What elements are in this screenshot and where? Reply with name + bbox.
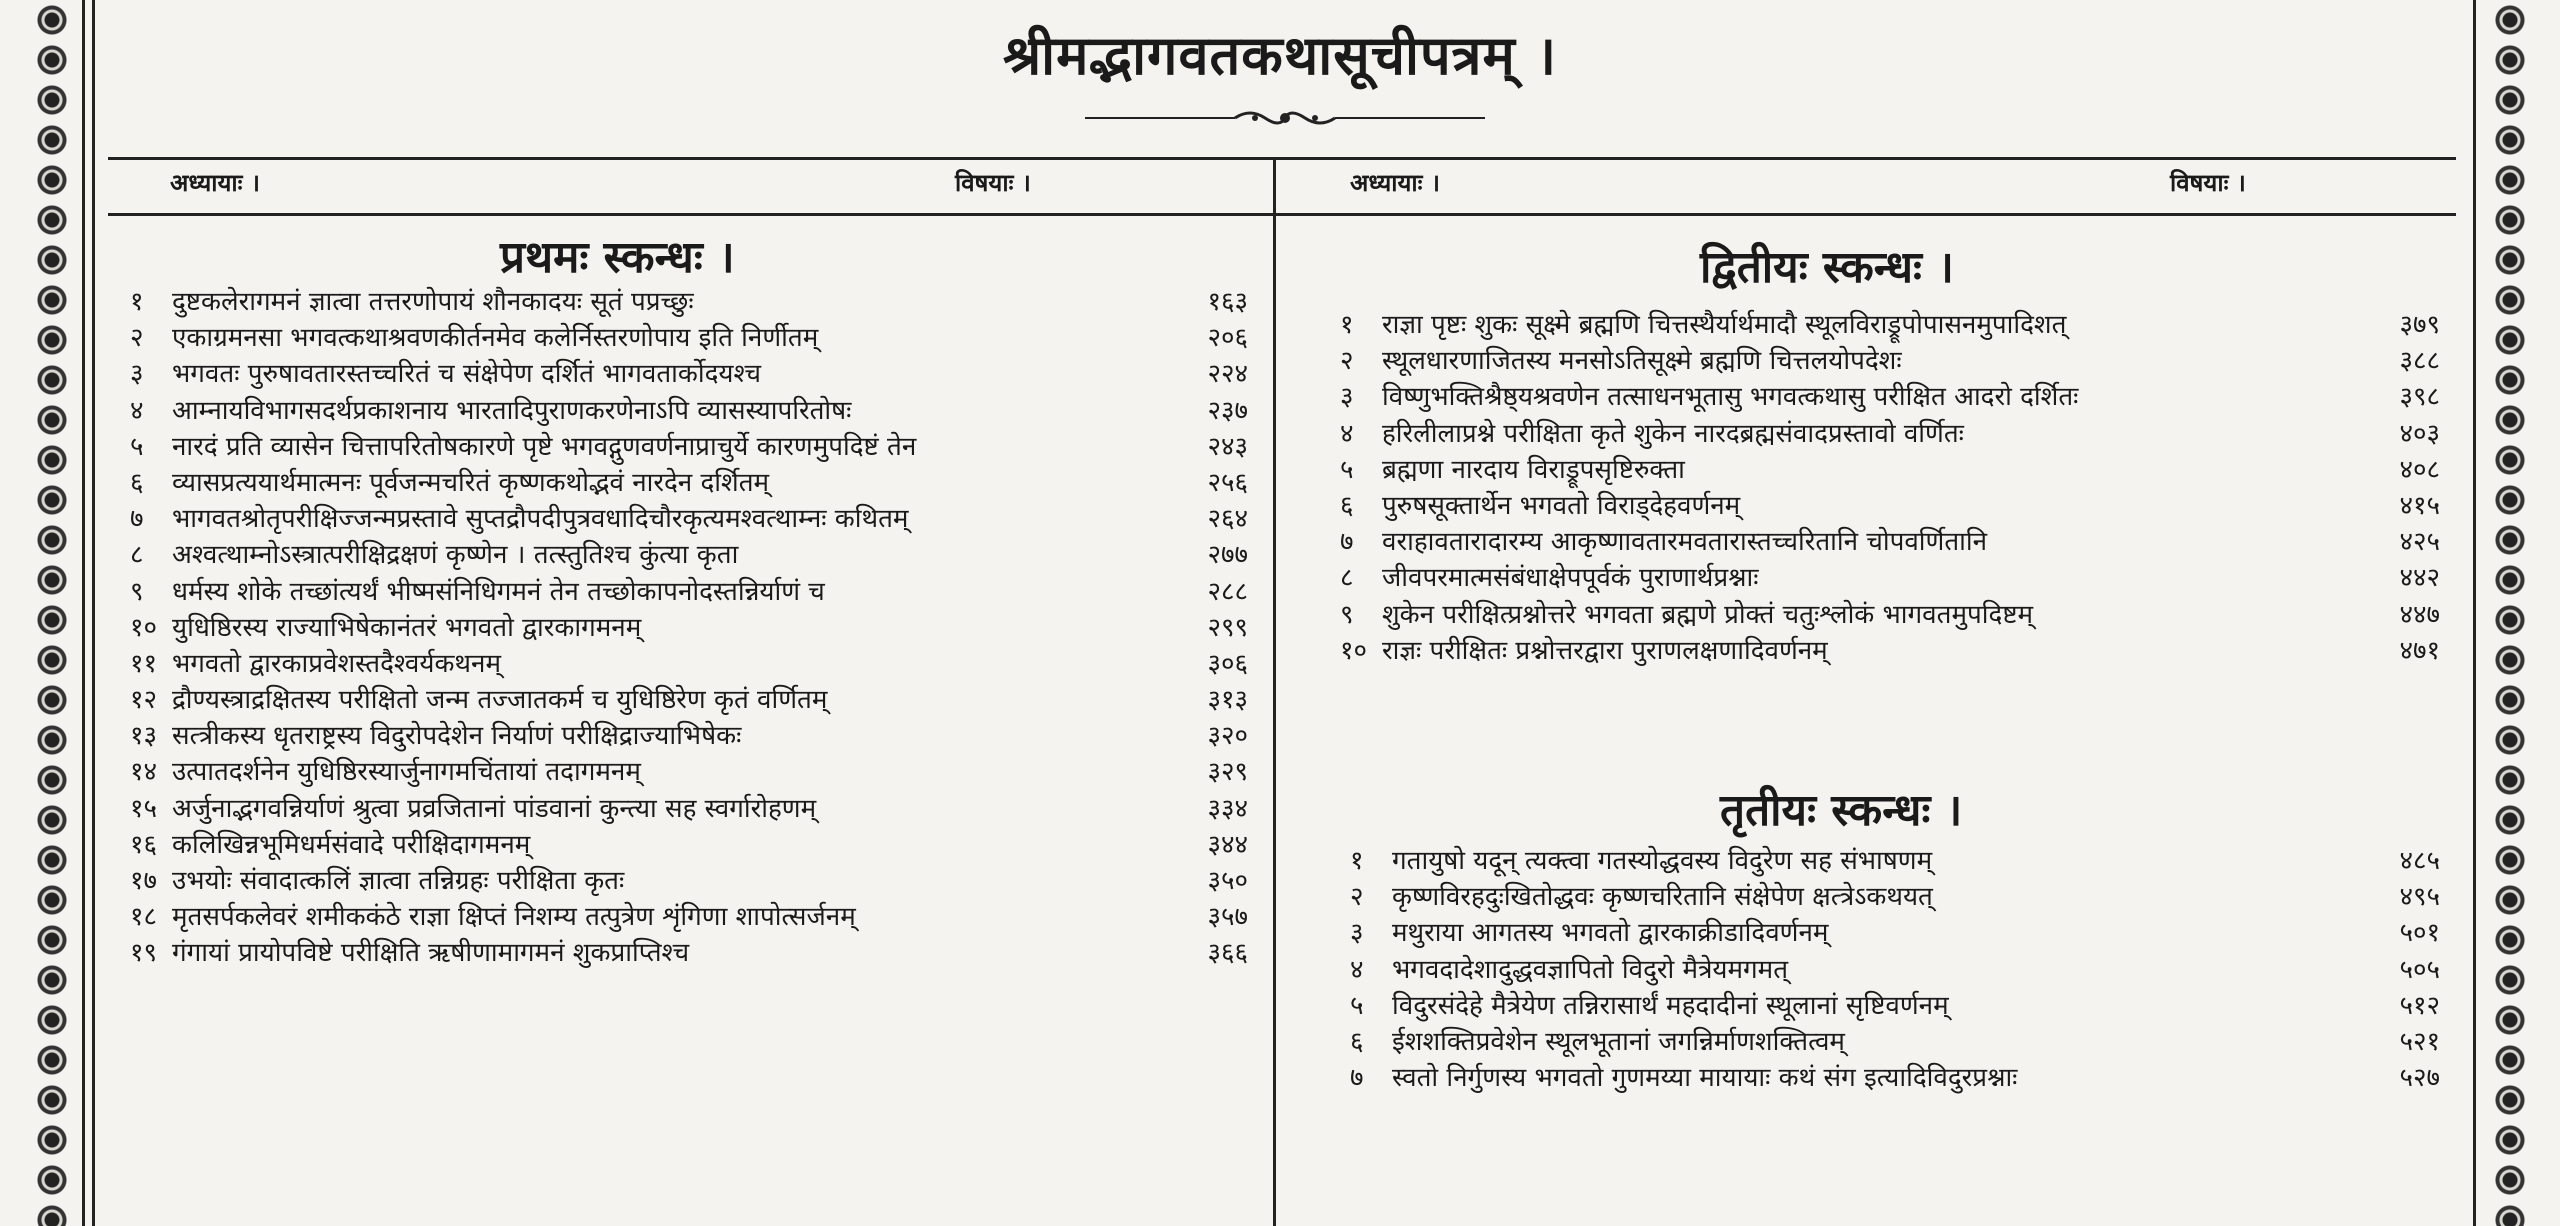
chapter-number: ७ <box>1350 1063 1364 1094</box>
page-number: २९९ <box>1207 612 1248 643</box>
chapter-subject: उभयोः संवादात्कलिं ज्ञात्वा तन्निग्रहः परीक्षिता कृतः <box>172 866 625 896</box>
column-divider <box>1273 160 1276 1226</box>
left-border-ornament <box>30 0 74 1226</box>
contents-entry <box>130 827 1248 863</box>
contents-entry <box>130 646 1248 682</box>
page-number: ४४७ <box>2399 599 2440 630</box>
chapter-number: ३ <box>1350 918 1364 949</box>
page-number: ३०६ <box>1207 648 1248 679</box>
contents-entry <box>1350 915 2440 951</box>
contents-entry <box>1350 1024 2440 1060</box>
page-number: ४०८ <box>2399 454 2440 485</box>
contents-entry <box>130 574 1248 610</box>
page-number: २८८ <box>1207 576 1248 607</box>
page-number: ४१५ <box>2399 490 2440 521</box>
page-number: ३३४ <box>1207 793 1248 824</box>
chapter-number: १२ <box>130 685 158 716</box>
chapter-number: ६ <box>1340 490 1354 521</box>
contents-entry <box>1350 879 2440 915</box>
chapter-subject: पुरुषसूक्तार्थेन भगवतो विराड्देहवर्णनम् <box>1382 490 1741 521</box>
contents-entry <box>1340 452 2440 488</box>
left-border-rule-inner <box>92 0 95 1226</box>
page-number: ४८५ <box>2399 846 2440 876</box>
contents-entry <box>1350 843 2440 879</box>
page-number: २४३ <box>1207 431 1248 462</box>
chapter-subject: दुष्टकलेरागमनं ज्ञात्वा तत्तरणोपायं शौनकादयः सूतं पप्रच्छुः <box>172 287 694 317</box>
page-number: ५१२ <box>2399 990 2440 1021</box>
left-subject-header: विषयाः । <box>955 168 1031 197</box>
contents-entry <box>1350 1060 2440 1096</box>
chapter-subject: विष्णुभक्तिश्रैष्ठ्यश्रवणेन तत्साधनभूतासु भगवत्कथासु परीक्षित आदरो दर्शितः <box>1382 382 2079 413</box>
contents-entry <box>130 863 1248 899</box>
contents-entry <box>130 501 1248 537</box>
page-number: ४२५ <box>2399 527 2440 558</box>
contents-entry <box>130 393 1248 429</box>
contents-entry <box>130 754 1248 790</box>
contents-entry <box>130 465 1248 501</box>
chapter-number: ४ <box>130 395 144 426</box>
contents-entry <box>1340 343 2440 379</box>
chapter-subject: धर्मस्य शोके तच्छांत्यर्थं भीष्मसंनिधिगमनं तेन तच्छोकापनोदस्तन्निर्याणं च <box>172 576 825 607</box>
page-number: ३५० <box>1207 866 1248 896</box>
left-border-rule <box>82 0 85 1226</box>
page-number: २७७ <box>1207 540 1248 571</box>
contents-entry <box>130 899 1248 935</box>
title-ornament <box>1085 108 1485 128</box>
page-number: ३२० <box>1207 721 1248 752</box>
chapter-subject: विदुरसंदेहे मैत्रेयेण तन्निरासार्थं महदादीनां स्थूलानां सृष्टिवर्णनम् <box>1392 990 1949 1021</box>
contents-entry <box>130 791 1248 827</box>
page-number: ३९८ <box>2399 382 2440 413</box>
page-number: ३६६ <box>1207 938 1248 969</box>
left-chapter-header: अध्यायाः । <box>170 168 260 197</box>
page-number: ३७९ <box>2399 310 2440 340</box>
page-number: ५०५ <box>2399 954 2440 985</box>
contents-entry <box>1340 560 2440 596</box>
page-number: १६३ <box>1207 287 1248 317</box>
contents-entry <box>130 718 1248 754</box>
header-bottom-rule <box>108 213 2456 216</box>
chapter-subject: भगवतः पुरुषावतारस्तच्चरितं च संक्षेपेण दर्शितं भागवतार्कोदयश्च <box>172 359 762 390</box>
chapter-number: १ <box>130 287 144 317</box>
chapter-number: ३ <box>130 359 144 390</box>
chapter-number: ६ <box>130 467 144 498</box>
skandha3-title: तृतीयः स्कन्धः । <box>1720 785 1963 836</box>
page-number: ३२९ <box>1207 757 1248 788</box>
page-number: ३५७ <box>1207 902 1248 933</box>
chapter-subject: गतायुषो यदून् त्यक्त्वा गतस्योद्धवस्य विदुरेण सह संभाषणम् <box>1392 846 1933 876</box>
chapter-number: ४ <box>1350 954 1364 985</box>
chapter-subject: मथुराया आगतस्य भगवतो द्वारकाक्रीडादिवर्णनम् <box>1392 918 1829 949</box>
page-number: ५०१ <box>2399 918 2440 949</box>
chapter-subject: सत्त्रीकस्य धृतराष्ट्रस्य विदुरोपदेशेन निर्याणं परीक्षिद्राज्याभिषेकः <box>172 721 742 752</box>
right-border-ornament <box>2488 0 2532 1226</box>
chapter-subject: भगवतो द्वारकाप्रवेशस्तदैश्वर्यकथनम् <box>172 648 502 679</box>
chapter-number: २ <box>130 323 144 354</box>
chapter-number: २ <box>1350 882 1364 913</box>
page-number: ५२१ <box>2399 1026 2440 1057</box>
chapter-number: १३ <box>130 721 158 752</box>
header-top-rule <box>108 157 2456 160</box>
page-number: ४९५ <box>2399 882 2440 913</box>
page-number: २५६ <box>1207 467 1248 498</box>
chapter-number: ४ <box>1340 418 1354 449</box>
page-number: ३४४ <box>1207 829 1248 860</box>
chapter-number: ७ <box>130 504 144 535</box>
contents-entry <box>1340 488 2440 524</box>
chapter-number: १९ <box>130 938 158 969</box>
page-number: २०६ <box>1207 323 1248 354</box>
chapter-subject: कलिखिन्नभूमिधर्मसंवादे परीक्षिदागमनम् <box>172 829 531 860</box>
chapter-subject: ईशशक्तिप्रवेशेन स्थूलभूतानां जगन्निर्माणशक्तित्वम् <box>1392 1026 1845 1057</box>
skandha1-title: प्रथमः स्कन्धः । <box>500 232 735 283</box>
contents-entry <box>1340 597 2440 633</box>
chapter-number: ८ <box>1340 563 1354 594</box>
chapter-subject: नारदं प्रति व्यासेन चित्तापरितोषकारणे पृष्टे भगवद्गुणवर्णनाप्राचुर्ये कारणमुपदिष्टं तेन <box>172 431 917 462</box>
skandha2-title: द्वितीयः स्कन्धः । <box>1700 242 1954 293</box>
chapter-number: ९ <box>130 576 144 607</box>
chapter-number: ३ <box>1340 382 1354 413</box>
page-number: ४७१ <box>2399 635 2440 666</box>
right-subject-header: विषयाः । <box>2170 168 2246 197</box>
chapter-subject: जीवपरमात्मसंबंधाक्षेपपूर्वकं पुराणार्थप्रश्नाः <box>1382 563 1759 594</box>
chapter-number: १ <box>1350 846 1364 876</box>
chapter-subject: व्यासप्रत्ययार्थमात्मनः पूर्वजन्मचरितं कृष्णकथोद्भवं नारदेन दर्शितम् <box>172 467 770 498</box>
right-chapter-header: अध्यायाः । <box>1350 168 1440 197</box>
chapter-number: ११ <box>130 648 158 679</box>
chapter-subject: भागवतश्रोतृपरीक्षिज्जन्मप्रस्तावे सुप्तद्रौपदीपुत्रवधादिचौरकृत्यमश्वत्थाम्नः कथितम् <box>172 504 909 535</box>
chapter-subject: वराहावतारादारम्य आकृष्णावतारमवतारास्तच्चरितानि चोपवर्णितानि <box>1382 527 1988 558</box>
page-number: ४०३ <box>2399 418 2440 449</box>
chapter-subject: गंगायां प्रायोपविष्टे परीक्षिति ऋषीणामागमनं शुकप्राप्तिश्च <box>172 938 690 969</box>
chapter-number: १० <box>130 612 158 643</box>
contents-entry <box>1340 524 2440 560</box>
chapter-subject: कृष्णविरहदुःखितोद्धवः कृष्णचरितानि संक्षेपेण क्षत्त्रेऽकथयत् <box>1392 882 1933 913</box>
chapter-subject: राज्ञः परीक्षितः प्रश्नोत्तरद्वारा पुराणलक्षणादिवर्णनम् <box>1382 635 1828 666</box>
chapter-subject: अर्जुनाद्भगवन्निर्याणं श्रुत्वा प्रव्रजितानां पांडवानां कुन्त्या सह स्वर्गारोहणम् <box>172 793 817 824</box>
chapter-number: ५ <box>130 431 144 462</box>
chapter-number: ८ <box>130 540 144 571</box>
chapter-subject: युधिष्ठिरस्य राज्याभिषेकानंतरं भगवतो द्वारकागमनम् <box>172 612 642 643</box>
chapter-number: १० <box>1340 635 1368 666</box>
contents-entry <box>130 429 1248 465</box>
chapter-subject: एकाग्रमनसा भगवत्कथाश्रवणकीर्तनमेव कलेर्निस्तरणोपाय इति निर्णीतम् <box>172 323 819 354</box>
page-number: २२४ <box>1207 359 1248 390</box>
chapter-subject: अश्वत्थाम्नोऽस्त्रात्परीक्षिद्रक्षणं कृष्णेन । तत्स्तुतिश्च कुंत्या कृता <box>172 540 739 571</box>
contents-entry <box>1340 379 2440 415</box>
skandha2-list <box>1340 307 2440 669</box>
chapter-subject: हरिलीलाप्रश्ने परीक्षिता कृते शुकेन नारदब्रह्मसंवादप्रस्तावो वर्णितः <box>1382 418 1964 449</box>
chapter-number: ६ <box>1350 1026 1364 1057</box>
chapter-number: ७ <box>1340 527 1354 558</box>
chapter-subject: मृतसर्पकलेवरं शमीककंठे राज्ञा क्षिप्तं निशम्य तत्पुत्रेण शृंगिणा शापोत्सर्जनम् <box>172 902 856 933</box>
contents-entry <box>1340 307 2440 343</box>
page-number: ४४२ <box>2399 563 2440 594</box>
right-border-rule <box>2473 0 2476 1226</box>
page-number: ५२७ <box>2399 1063 2440 1094</box>
contents-entry <box>1340 633 2440 669</box>
chapter-subject: आम्नायविभागसदर्थप्रकाशनाय भारतादिपुराणकरणेनाऽपि व्यासस्यापरितोषः <box>172 395 852 426</box>
contents-entry <box>130 320 1248 356</box>
chapter-number: ५ <box>1350 990 1364 1021</box>
contents-entry <box>1350 952 2440 988</box>
chapter-subject: शुकेन परीक्षित्प्रश्नोत्तरे भगवता ब्रह्मणे प्रोक्तं चतुःश्लोकं भागवतमुपदिष्टम् <box>1382 599 2034 630</box>
chapter-subject: स्वतो निर्गुणस्य भगवतो गुणमय्या मायायाः कथं संग इत्यादिविदुरप्रश्नाः <box>1392 1063 2018 1094</box>
skandha1-list <box>130 284 1248 972</box>
chapter-subject: भगवदादेशादुद्धवज्ञापितो विदुरो मैत्रेयमगमत् <box>1392 954 1789 985</box>
contents-entry <box>130 537 1248 573</box>
chapter-subject: द्रौण्यस्त्राद्रक्षितस्य परीक्षितो जन्म तज्जातकर्म च युधिष्ठिरेण कृतं वर्णितम् <box>172 685 828 716</box>
contents-entry <box>130 284 1248 320</box>
chapter-number: ५ <box>1340 454 1354 485</box>
chapter-number: २ <box>1340 346 1354 377</box>
contents-entry <box>1350 988 2440 1024</box>
chapter-number: १४ <box>130 757 158 788</box>
chapter-number: १ <box>1340 310 1354 340</box>
page-number: २३७ <box>1207 395 1248 426</box>
page-number: ३८८ <box>2399 346 2440 377</box>
chapter-number: ९ <box>1340 599 1354 630</box>
skandha3-list <box>1350 843 2440 1096</box>
chapter-subject: राज्ञा पृष्टः शुकः सूक्ष्मे ब्रह्मणि चित्तस्थैर्यार्थमादौ स्थूलविराड्रूपोपासनमुपादिशत् <box>1382 310 2067 340</box>
contents-entry <box>130 682 1248 718</box>
chapter-subject: उत्पातदर्शनेन युधिष्ठिरस्यार्जुनागमचिंतायां तदागमनम् <box>172 757 641 788</box>
chapter-subject: स्थूलधारणाजितस्य मनसोऽतिसूक्ष्मे ब्रह्मणि चित्तलयोपदेशः <box>1382 346 1902 377</box>
chapter-number: १८ <box>130 902 158 933</box>
chapter-subject: ब्रह्मणा नारदाय विराड्रूपसृष्टिरुक्ता <box>1382 454 1685 485</box>
contents-entry <box>1340 416 2440 452</box>
contents-entry <box>130 356 1248 392</box>
chapter-number: १५ <box>130 793 158 824</box>
page-number: २६४ <box>1207 504 1248 535</box>
chapter-number: १७ <box>130 866 158 896</box>
page-title: श्रीमद्भागवतकथासूचीपत्रम् । <box>1002 23 1558 87</box>
page-number: ३१३ <box>1207 685 1248 716</box>
contents-entry <box>130 935 1248 971</box>
contents-entry <box>130 610 1248 646</box>
chapter-number: १६ <box>130 829 158 860</box>
